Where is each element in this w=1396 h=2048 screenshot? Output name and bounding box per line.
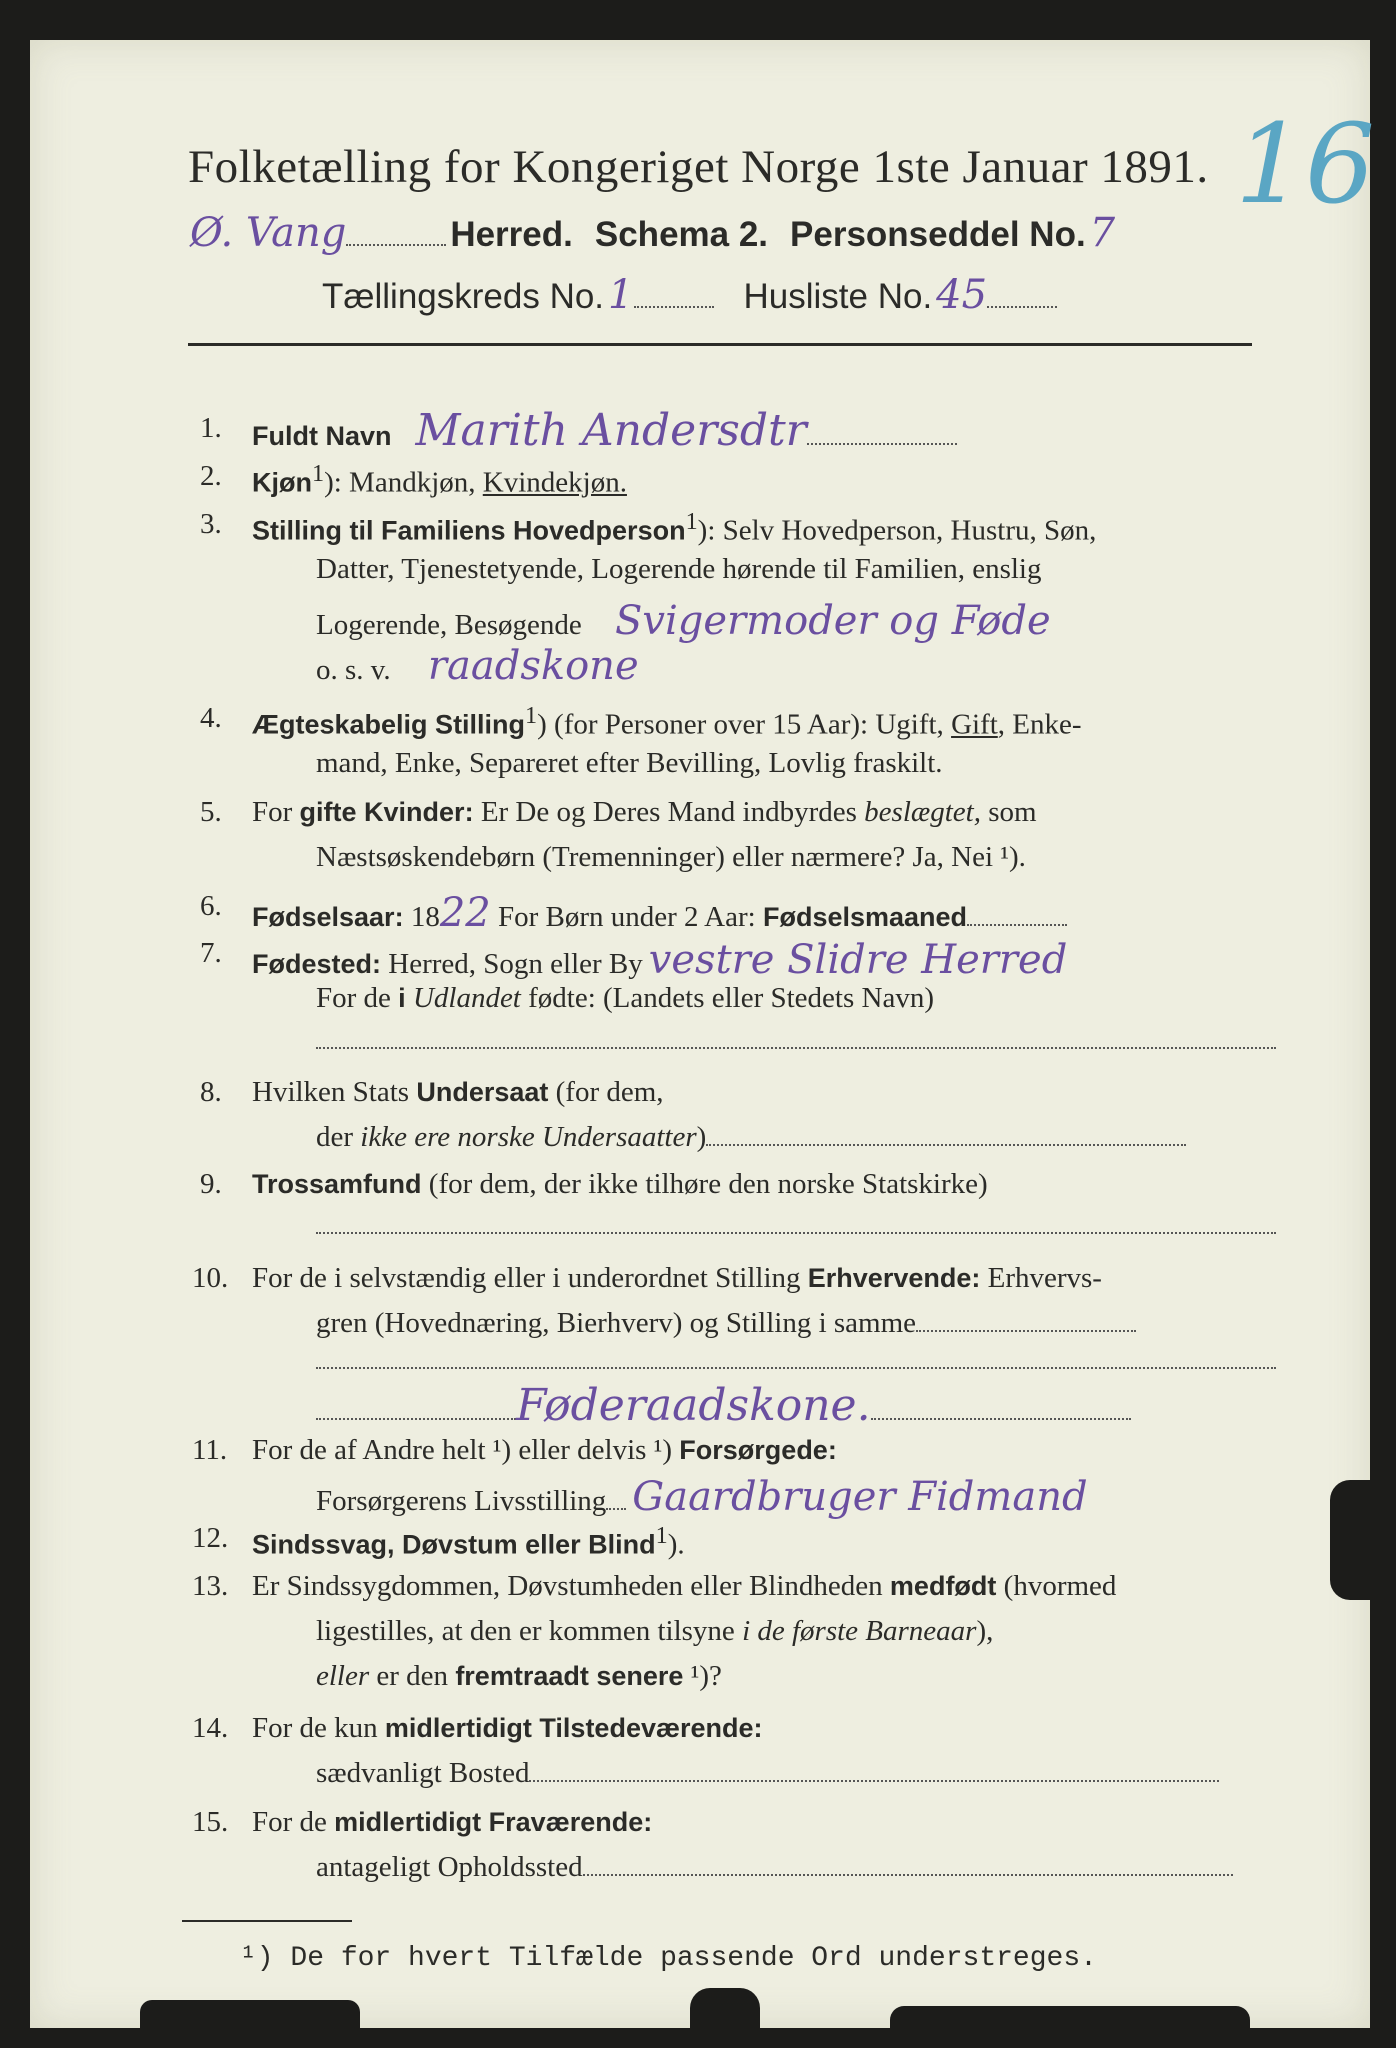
q13-text-2c: ), [976, 1615, 994, 1647]
q8-line2 [316, 1121, 1186, 1154]
q3-sup: 1 [685, 508, 698, 535]
q5-text-c: som [980, 796, 1037, 828]
dotted-fill [871, 1396, 1131, 1420]
q13-text-2b: i de første Barneaar [742, 1615, 977, 1647]
dotted-fill [967, 902, 1067, 926]
q3-line4 [316, 643, 639, 689]
q9-text-a: (for dem, der ikke tilhøre den norske Statskirke) [421, 1168, 988, 1200]
schema-label: Schema 2. [594, 215, 769, 254]
q3-value-a: Svigermoder og Føde [614, 598, 1051, 644]
q11-text-2: Forsørgerens Livsstilling [316, 1485, 607, 1517]
q15-line1 [252, 1806, 652, 1839]
q10-value: Føderaadskone. [516, 1380, 871, 1431]
q12-tail: ). [667, 1528, 685, 1561]
q10-line2 [316, 1307, 1136, 1340]
q6-label-b: Fødselsmaaned [762, 902, 968, 932]
q10-text-a: For de i selvstændig eller i underordnet Stilling [252, 1262, 808, 1294]
q1-label: Fuldt Navn [252, 421, 392, 451]
q13-text-3d: ¹)? [683, 1660, 722, 1692]
q10-line1 [252, 1262, 1102, 1295]
q7-text-2b: i [398, 983, 406, 1013]
q10-dotted-line [316, 1345, 1276, 1374]
q2-line [252, 460, 627, 500]
q4-option-gift: Gift [951, 708, 998, 741]
q7-number: 7. [200, 937, 222, 969]
q12-number: 12. [192, 1522, 229, 1554]
husliste-value: 45 [936, 272, 988, 318]
q10-value-line [316, 1380, 1131, 1431]
q2-label: Kjøn [252, 467, 312, 498]
q4-number: 4. [200, 702, 222, 734]
q4-line1 [252, 702, 1082, 742]
torn-edge [690, 1988, 760, 2028]
q6-line [252, 890, 1067, 936]
form-title: Folketælling for Kongeriget Norge 1ste Januar 1891. [188, 141, 1209, 193]
q13-text-3a: eller [316, 1660, 370, 1692]
personseddel-value: 7 [1089, 210, 1116, 256]
q14-line2 [316, 1757, 1219, 1790]
q12-label: Sindssvag, Døvstum eller Blind [252, 1529, 656, 1560]
q8-text-2c: ) [696, 1121, 707, 1153]
q8-label: Undersaat [416, 1077, 549, 1107]
kreds-row [322, 272, 1057, 318]
herred-label: Herred. [450, 215, 573, 254]
q3-line3 [316, 598, 1051, 644]
q11-line2 [316, 1474, 1088, 1520]
q7-label: Fødested: [252, 949, 382, 979]
q3-line2: Datter, Tjenestetyende, Logerende hørende til Familien, enslig [316, 553, 1042, 585]
q7-line2 [316, 982, 934, 1015]
q6-text-b: For Børn under 2 Aar: [490, 901, 763, 933]
dotted-fill [987, 284, 1057, 308]
q4-line2: mand, Enke, Separeret efter Bevilling, Lovlig fraskilt. [316, 747, 943, 779]
q3-text3: Logerende, Besøgende [316, 609, 582, 641]
q8-text-2b: ikke ere norske Undersaatter [360, 1121, 697, 1153]
q8-text-b: (for dem, [548, 1076, 664, 1108]
q5-number: 5. [200, 796, 222, 828]
torn-edge [140, 2000, 360, 2028]
q13-line1 [252, 1570, 1116, 1603]
corner-number: 16 [1235, 100, 1375, 228]
header-rule [188, 343, 1252, 346]
q2-number: 2. [200, 460, 222, 492]
taellingskreds-value: 1 [608, 272, 634, 318]
q10-label: Erhvervende: [807, 1263, 981, 1293]
q9-number: 9. [200, 1168, 222, 1200]
footnote-rule [182, 1920, 352, 1922]
dotted-fill [316, 1345, 1276, 1369]
dotted-fill [807, 421, 957, 445]
dotted-fill [606, 1486, 626, 1510]
dotted-fill [316, 1210, 1276, 1234]
q7-dotted-line [316, 1025, 1276, 1054]
q11-label: Forsørgede: [679, 1435, 837, 1465]
q15-number: 15. [192, 1806, 229, 1838]
q13-text-a: Er Sindssygdommen, Døvstumheden eller Blindheden [252, 1570, 890, 1602]
q10-text-2: gren (Hovednæring, Bierhverv) og Stilling i samme [316, 1307, 917, 1339]
q15-line2 [316, 1851, 1233, 1884]
q3-text1: ): Selv Hovedperson, Hustru, Søn, [697, 514, 1097, 547]
q5-line2: Næstsøskendebørn (Tremenninger) eller nærmere? Ja, Nei ¹). [316, 841, 1026, 873]
q5-text-b: Er De og Deres Mand indbyrdes [473, 796, 865, 828]
q7-text-a: Herred, Sogn eller By [381, 948, 643, 980]
q8-line1 [252, 1076, 664, 1109]
q6-label: Fødselsaar: [252, 902, 404, 932]
dotted-fill [916, 1308, 1136, 1332]
taellingskreds-label: Tællingskreds No. [322, 277, 605, 316]
q12-sup: 1 [655, 1522, 668, 1549]
q11-text-a: For de af Andre helt ¹) eller delvis ¹) [252, 1434, 680, 1466]
q13-line2 [316, 1615, 993, 1648]
q8-number: 8. [200, 1076, 222, 1108]
q4-text1: ) (for Personer over 15 Aar): Ugift, [537, 708, 952, 741]
q14-label: midlertidigt Tilstedeværende: [384, 1713, 763, 1743]
q7-text-2a: For de [316, 982, 399, 1014]
dotted-fill [346, 222, 446, 246]
husliste-label: Husliste No. [743, 277, 933, 316]
dotted-fill [316, 1025, 1276, 1049]
q11-line1 [252, 1434, 837, 1467]
q3-label: Stilling til Familiens Hovedperson [252, 515, 686, 546]
dotted-fill [634, 284, 714, 308]
q1-value: Marith Andersdtr [415, 405, 807, 456]
q15-text-2: antageligt Opholdssted [316, 1851, 583, 1883]
q8-text-a: Hvilken Stats [252, 1076, 417, 1108]
q6-text-a: 18 [403, 901, 440, 933]
q2-sup: 1 [312, 460, 325, 487]
q3-line1 [252, 508, 1096, 548]
q5-text-italic: beslægtet, [864, 796, 981, 828]
q13-text-b: (hvormed [996, 1570, 1117, 1602]
q13-label: medfødt [889, 1571, 997, 1601]
q7-text-2d: fødte: (Landets eller Stedets Navn) [520, 982, 934, 1014]
q13-text-3c: fremtraadt senere [455, 1661, 684, 1691]
dotted-fill [316, 1396, 516, 1420]
q13-number: 13. [192, 1570, 229, 1602]
q13-text-3b: er den [369, 1660, 456, 1692]
q14-text-2: sædvanligt Bosted [316, 1757, 530, 1789]
personseddel-label: Personseddel No. [790, 215, 1086, 254]
q2-text: ): Mandkjøn, [324, 466, 483, 499]
q3-text4: o. s. v. [316, 654, 391, 686]
q13-line3 [316, 1660, 722, 1693]
q14-number: 14. [192, 1712, 229, 1744]
q2-option-kvindekjon: Kvindekjøn. [482, 466, 627, 499]
q1-line [252, 405, 957, 456]
q4-text1-end: , Enke- [997, 708, 1082, 741]
q11-number: 11. [192, 1434, 228, 1466]
q15-label: midlertidigt Fraværende: [334, 1807, 653, 1837]
q5-line1 [252, 796, 1037, 829]
q9-label: Trossamfund [252, 1169, 422, 1199]
q7-line1 [252, 937, 1067, 983]
q10-text-b: Erhvervs- [980, 1262, 1102, 1294]
q4-label: Ægteskabelig Stilling [252, 709, 526, 740]
q1-number: 1. [200, 412, 222, 444]
q15-text-a: For de [252, 1806, 335, 1838]
q9-dotted-line [316, 1210, 1276, 1239]
q9-line1 [252, 1168, 988, 1201]
dotted-fill [529, 1758, 1219, 1782]
q6-number: 6. [200, 890, 222, 922]
q10-number: 10. [192, 1262, 229, 1294]
q5-label: gifte Kvinder: [299, 797, 474, 827]
q14-text-a: For de kun [252, 1712, 385, 1744]
footnote: ¹) De for hvert Tilfælde passende Ord understreges. [240, 1943, 1097, 1974]
q11-value: Gaardbruger Fidmand [632, 1474, 1088, 1520]
herred-value: Ø. Vang [190, 210, 347, 256]
q7-text-2c: Udlandet [405, 982, 521, 1014]
q5-text-a: For [252, 796, 300, 828]
torn-edge [890, 2006, 1250, 2028]
q3-number: 3. [200, 508, 222, 540]
torn-edge [1330, 1480, 1370, 1600]
dotted-fill [583, 1852, 1233, 1876]
q3-value-b: raadskone [427, 643, 639, 689]
q7-value: vestre Slidre Herred [648, 937, 1068, 983]
q14-line1 [252, 1712, 763, 1745]
q12-line [252, 1522, 685, 1562]
q4-sup: 1 [525, 702, 538, 729]
dotted-fill [706, 1122, 1186, 1146]
census-form-sheet [30, 40, 1375, 2028]
q13-text-2a: ligestilles, at den er kommen tilsyne [316, 1615, 743, 1647]
q6-value: 22 [439, 890, 491, 936]
herred-row [190, 210, 1115, 256]
q8-text-2a: der [316, 1121, 361, 1153]
